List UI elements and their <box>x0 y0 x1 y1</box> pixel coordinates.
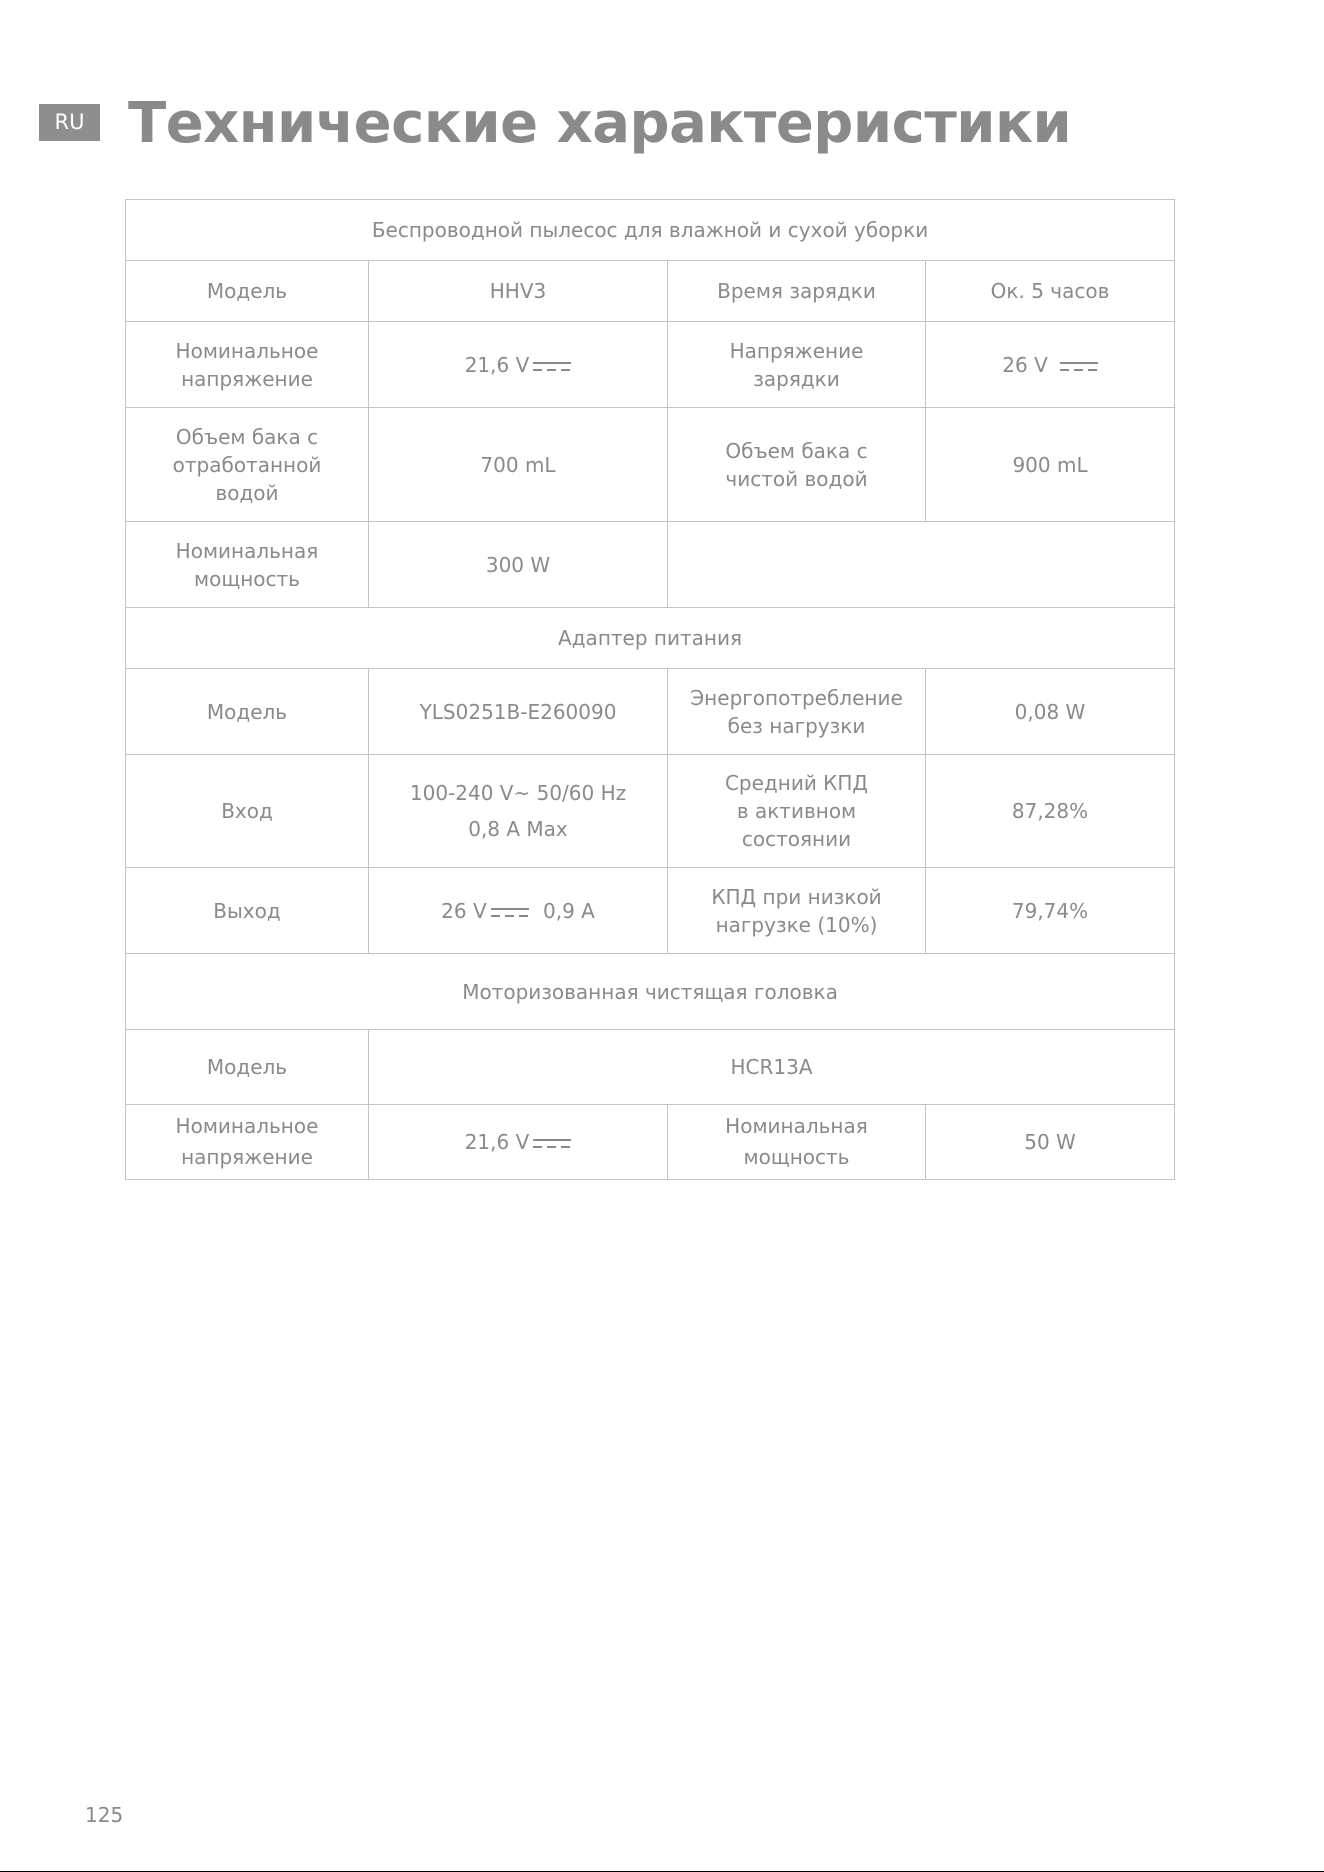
spec-label <box>668 408 926 522</box>
table-row <box>126 1105 1175 1180</box>
label-line: отработанной <box>172 452 322 477</box>
label-line: состоянии <box>741 827 852 851</box>
table-row <box>126 954 1175 1030</box>
value-text: 21,6 V <box>464 1130 530 1154</box>
direct-current-icon <box>1060 362 1098 371</box>
section-header-adapter: Адаптер питания <box>126 608 1175 669</box>
spec-value: 900 mL <box>926 408 1175 522</box>
spec-value: HHV3 <box>369 261 668 322</box>
label-line: Энергопотребление <box>690 685 903 710</box>
spec-value: 50 W <box>926 1105 1175 1180</box>
spec-label <box>668 868 926 954</box>
language-badge: RU <box>39 104 100 141</box>
value-line: 100-240 V~ 50/60 Hz <box>409 781 627 805</box>
label-line: мощность <box>743 1145 850 1169</box>
spec-value: HCR13A <box>369 1030 1175 1105</box>
label-line: нагрузке (10%) <box>715 912 878 937</box>
spec-label: Время зарядки <box>668 261 926 322</box>
label-line: Объем бака с <box>175 424 319 449</box>
label-line: Номинальное <box>175 1114 319 1138</box>
spec-label <box>668 322 926 408</box>
spec-value <box>369 322 668 408</box>
spec-value: Ок. 5 часов <box>926 261 1175 322</box>
table-row <box>126 261 1175 322</box>
spec-value <box>926 322 1175 408</box>
empty-cell <box>668 522 1175 608</box>
table-row <box>126 868 1175 954</box>
spec-value: 700 mL <box>369 408 668 522</box>
spec-label <box>126 322 369 408</box>
table-row <box>126 608 1175 669</box>
section-header-vacuum: Беспроводной пылесос для влажной и сухой уборки <box>126 200 1175 261</box>
label-line: без нагрузки <box>727 713 866 738</box>
spec-value: 87,28% <box>926 755 1175 868</box>
table-row <box>126 522 1175 608</box>
spec-value: 0,08 W <box>926 669 1175 755</box>
label-line: в активном <box>736 799 857 823</box>
label-line: КПД при низкой <box>711 884 882 909</box>
spec-value: 79,74% <box>926 868 1175 954</box>
spec-value: YLS0251B-E260090 <box>369 669 668 755</box>
label-line: Средний КПД <box>724 771 869 795</box>
label-line: напряжение <box>181 366 313 391</box>
label-line: Номинальное <box>175 338 319 363</box>
table-row <box>126 1030 1175 1105</box>
spec-label: Модель <box>126 261 369 322</box>
spec-label: Модель <box>126 669 369 755</box>
spec-label <box>126 522 369 608</box>
label-line: чистой водой <box>725 466 868 491</box>
section-header-cleaning-head: Моторизованная чистящая головка <box>126 954 1175 1030</box>
table-row <box>126 755 1175 868</box>
spec-value: 300 W <box>369 522 668 608</box>
value-line: 0,8 A Max <box>468 817 568 841</box>
value-text: 0,9 A <box>543 898 595 923</box>
label-line: Номинальная <box>725 1114 868 1138</box>
spec-label: Выход <box>126 868 369 954</box>
spec-label <box>126 1105 369 1180</box>
spec-value <box>369 1105 668 1180</box>
value-text: 26 V <box>441 898 487 923</box>
table-row <box>126 669 1175 755</box>
spec-label <box>668 755 926 868</box>
table-row <box>126 200 1175 261</box>
spec-label: Вход <box>126 755 369 868</box>
table-row <box>126 322 1175 408</box>
spec-label <box>126 408 369 522</box>
spec-label <box>668 1105 926 1180</box>
label-line: мощность <box>194 566 300 591</box>
spec-label <box>668 669 926 755</box>
table-row <box>126 408 1175 522</box>
spec-value <box>369 755 668 868</box>
page-title: Технические характеристики <box>128 91 1072 156</box>
label-line: зарядки <box>753 366 840 391</box>
direct-current-icon <box>533 362 571 371</box>
page-number: 125 <box>85 1803 124 1827</box>
specifications-table <box>125 199 1175 1180</box>
direct-current-icon <box>533 1139 571 1148</box>
direct-current-icon <box>491 908 529 917</box>
label-line: Номинальная <box>175 538 319 563</box>
label-line: напряжение <box>181 1145 313 1169</box>
value-text: 21,6 V <box>464 352 530 377</box>
spec-label: Модель <box>126 1030 369 1105</box>
spec-value <box>369 868 668 954</box>
value-text: 26 V <box>1002 352 1048 377</box>
label-line: водой <box>215 480 279 505</box>
label-line: Напряжение <box>729 338 864 363</box>
label-line: Объем бака с <box>725 438 868 463</box>
